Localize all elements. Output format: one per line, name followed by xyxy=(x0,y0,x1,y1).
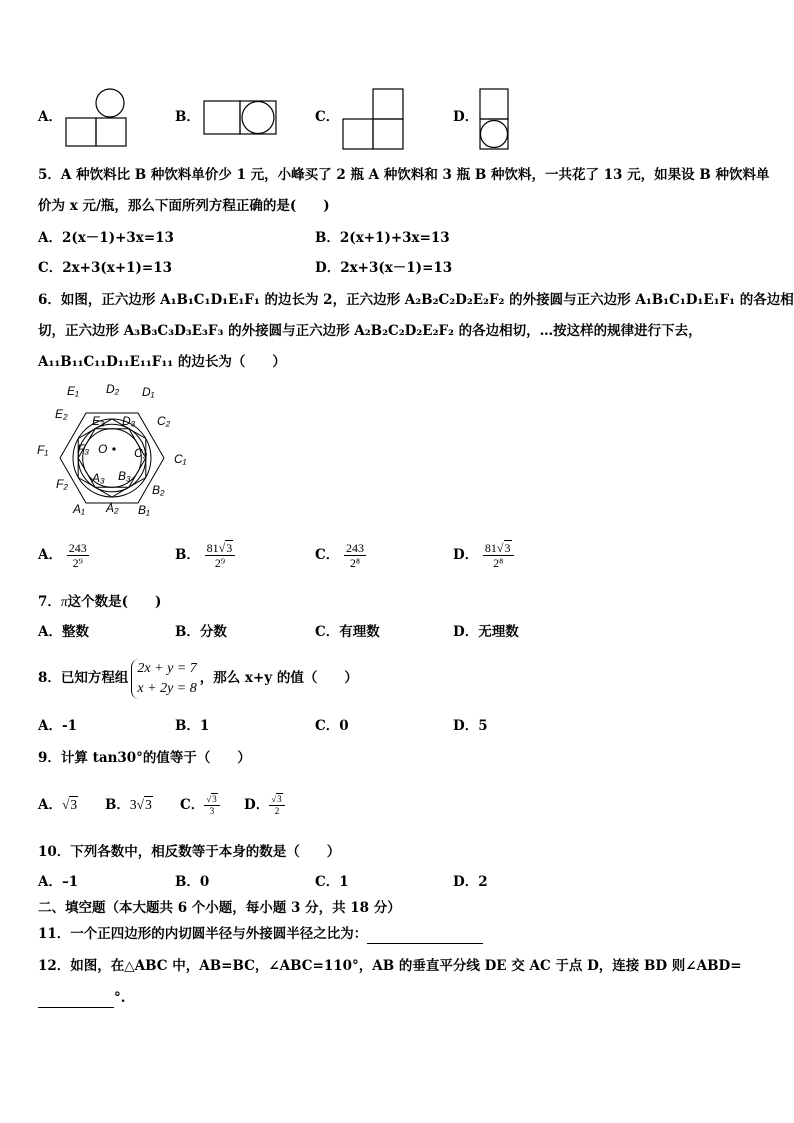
q12-stem-line1: 12．如图，在△ABC 中，AB=BC，∠ABC=110°，AB 的垂直平分线 DE 交 AC 于点 D，连接 BD 则∠ABD= xyxy=(38,958,742,974)
q4-figure-b[interactable] xyxy=(202,98,278,138)
q6-option-c[interactable] xyxy=(315,538,366,572)
q4-option-a-label[interactable]: A． xyxy=(38,109,62,125)
pi-symbol: π xyxy=(60,594,68,609)
q6-option-d-fraction: $\frac{81√3}{\text{2⁸}}$ xyxy=(483,541,514,570)
label-b2: B₂ xyxy=(152,483,165,497)
q5-stem-line2: 价为 x 元/瓶，那么下面所列方程正确的是( ) xyxy=(38,198,330,214)
label-f1: F₁ xyxy=(37,443,49,457)
q9-stem: 9．计算 tan30°的值等于（ ） xyxy=(38,750,251,766)
label-a2: A₂ xyxy=(106,501,119,515)
q9-option-d[interactable]: D． $\frac{√3}{2}$ xyxy=(244,790,285,820)
label-d3: D₃ xyxy=(122,414,136,428)
q10-stem: 10．下列各数中，相反数等于本身的数是（ ） xyxy=(38,844,341,860)
label-b1: B₁ xyxy=(138,503,150,517)
q8-option-b[interactable]: B．1 xyxy=(175,718,210,734)
q11-stem: 11．一个正四边形的内切圆半径与外接圆半径之比为： xyxy=(38,924,483,944)
q4-option-b-label[interactable]: B． xyxy=(175,109,200,125)
q10-option-a[interactable]: A．–1 xyxy=(38,874,79,890)
q12-stem-line2: °. xyxy=(38,988,125,1008)
q6-option-a-label: A． xyxy=(38,547,62,563)
q8-option-a[interactable]: A．-1 xyxy=(38,718,77,734)
q9-b-sqrt: 3√3 xyxy=(129,797,152,812)
q5-option-b[interactable]: B．2(x+1)+3x=13 xyxy=(315,230,450,246)
q6-option-a-fraction: $\frac{243}{\text{2⁹}}$ xyxy=(68,541,87,570)
label-b3: B₃ xyxy=(118,469,131,483)
q5-option-a[interactable]: A．2(x－1)+3x=13 xyxy=(38,230,174,246)
q5-option-d[interactable]: D．2x+3(x－1)=13 xyxy=(315,260,453,276)
label-a3: A₃ xyxy=(92,471,105,485)
q4-figure-d[interactable] xyxy=(478,87,510,151)
label-o: O xyxy=(98,442,108,456)
q6-stem-line1: 6．如图，正六边形 A₁B₁C₁D₁E₁F₁ 的边长为 2，正六边形 A₂B₂C₂D₂E₂F₂ 的外接圆与正六边形 A₁B₁C₁D₁E₁F₁ 的各边相 xyxy=(38,292,794,308)
q6-option-c-fraction: $\frac{243}{\text{2⁸}}$ xyxy=(345,541,364,570)
q9-c-fraction: $\frac{√3}{3}$ xyxy=(204,794,219,817)
q4-figure-c[interactable] xyxy=(341,87,405,151)
q9-option-c[interactable]: C． $\frac{√3}{3}$ xyxy=(180,790,220,820)
q6-option-b-fraction: $\frac{81√3}{\text{2⁹}}$ xyxy=(205,541,236,570)
label-c1: C₁ xyxy=(174,452,187,466)
label-e1: E₁ xyxy=(67,384,79,398)
q9-option-b[interactable]: B．3√3 xyxy=(105,797,152,813)
q6-hexagon-figure xyxy=(36,378,188,518)
equation-system: 2x + y = 7 x + 2y = 8 xyxy=(131,659,196,699)
q5-stem-line1: 5．A 种饮料比 B 种饮料单价少 1 元，小峰买了 2 瓶 A 种饮料和 3 瓶 B 种饮料，一共花了 13 元，如果设 B 种饮料单 xyxy=(38,167,770,183)
q6-option-c-label: C． xyxy=(315,547,340,563)
q6-option-d[interactable] xyxy=(453,538,514,572)
q4-option-d-label[interactable]: D． xyxy=(453,109,479,125)
q7-option-c[interactable]: C．有理数 xyxy=(315,624,380,640)
q9-a-sqrt: √3 xyxy=(61,797,78,812)
q9-d-fraction: $\frac{√3}{2}$ xyxy=(269,794,284,817)
q4-option-c-label[interactable]: C． xyxy=(315,109,340,125)
q6-option-d-label: D． xyxy=(453,547,479,563)
label-c3: C₃ xyxy=(134,446,148,460)
q12-answer-blank[interactable] xyxy=(38,991,114,1008)
label-e2: E₂ xyxy=(55,407,68,421)
q10-option-b[interactable]: B．0 xyxy=(175,874,210,890)
q6-option-b-label: B． xyxy=(175,547,200,563)
q5-option-c[interactable]: C．2x+3(x+1)=13 xyxy=(38,260,173,276)
q7-option-a[interactable]: A．整数 xyxy=(38,624,89,640)
q6-stem-line2: 切，正六边形 A₃B₃C₃D₃E₃F₃ 的外接圆与正六边形 A₂B₂C₂D₂E₂F₂ 的各边相切，…按这样的规律进行下去， xyxy=(38,323,702,339)
q6-stem-line3: A₁₁B₁₁C₁₁D₁₁E₁₁F₁₁ 的边长为（ ） xyxy=(38,354,286,370)
label-c2: C₂ xyxy=(157,414,171,428)
q11-answer-blank[interactable] xyxy=(367,927,483,944)
label-e3: E₃ xyxy=(92,414,105,428)
label-f2: F₂ xyxy=(56,477,68,491)
label-f3: F₃ xyxy=(77,442,90,456)
label-d2: D₂ xyxy=(106,382,120,396)
label-a1: A₁ xyxy=(73,502,85,516)
q8-stem: 8．已知方程组 2x + y = 7 x + 2y = 8 ，那么 x+y 的值（ ） xyxy=(38,656,358,700)
label-d1: D₁ xyxy=(142,385,155,399)
q6-option-a[interactable] xyxy=(38,538,89,572)
q6-option-b[interactable] xyxy=(175,538,235,572)
q7-option-b[interactable]: B．分数 xyxy=(175,624,227,640)
q10-option-d[interactable]: D．2 xyxy=(453,874,488,890)
q7-stem: 7．π这个数是( ) xyxy=(38,594,162,610)
q8-option-c[interactable]: C．0 xyxy=(315,718,349,734)
q10-option-c[interactable]: C．1 xyxy=(315,874,349,890)
q7-option-d[interactable]: D．无理数 xyxy=(453,624,519,640)
q4-figure-a[interactable] xyxy=(64,88,128,148)
q8-option-d[interactable]: D．5 xyxy=(453,718,488,734)
q9-option-a[interactable]: A．√3 xyxy=(38,797,78,813)
section-2-title: 二、填空题（本大题共 6 个小题，每小题 3 分，共 18 分） xyxy=(38,900,401,916)
